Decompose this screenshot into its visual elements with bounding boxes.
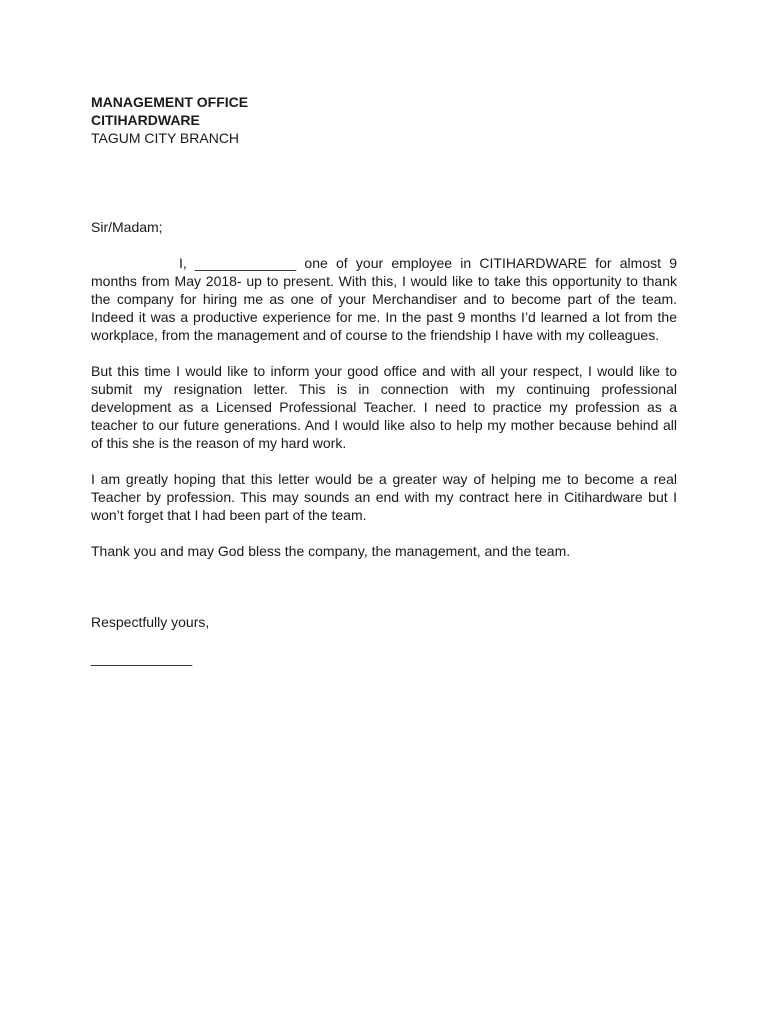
signature-line: _____________ [91,650,193,666]
paragraph-2: But this time I would like to inform your good office and with all your respect, I would like to submit my resignation letter. This is in connection with my continuing professional development as a Licensed Professional Teacher. I need to practice my profession as a teacher to our future generations. And I would like also to help my mother because behind all of this she is the reason of my hard work. [91,363,677,451]
recipient-company: CITIHARDWARE [91,112,200,128]
recipient-office: MANAGEMENT OFFICE [91,94,249,110]
closing: Respectfully yours, [91,614,210,630]
paragraph-4: Thank you and may God bless the company, the management, and the team. [91,543,571,559]
letter-body [91,93,677,667]
paragraph-3: I am greatly hoping that this letter would be a greater way of helping me to become a real Teacher by profession. This may sounds an end with my contract here in Citihardware but I won’t forget that I had been part of the team. [91,471,677,523]
salutation: Sir/Madam; [91,219,163,235]
paragraph-1: I, _____________ one of your employee in CITIHARDWARE for almost 9 months from May 2018- up to present. With this, I would like to take this opportunity to thank the company for hiring me as one of your Merchandiser and to become part of the team. Indeed it was a productive experience for me. In the past 9 months I’d learned a lot from the workplace, from the management and of course to the friendship I have with my colleagues. [91,255,677,343]
recipient-branch: TAGUM CITY BRANCH [91,130,240,146]
